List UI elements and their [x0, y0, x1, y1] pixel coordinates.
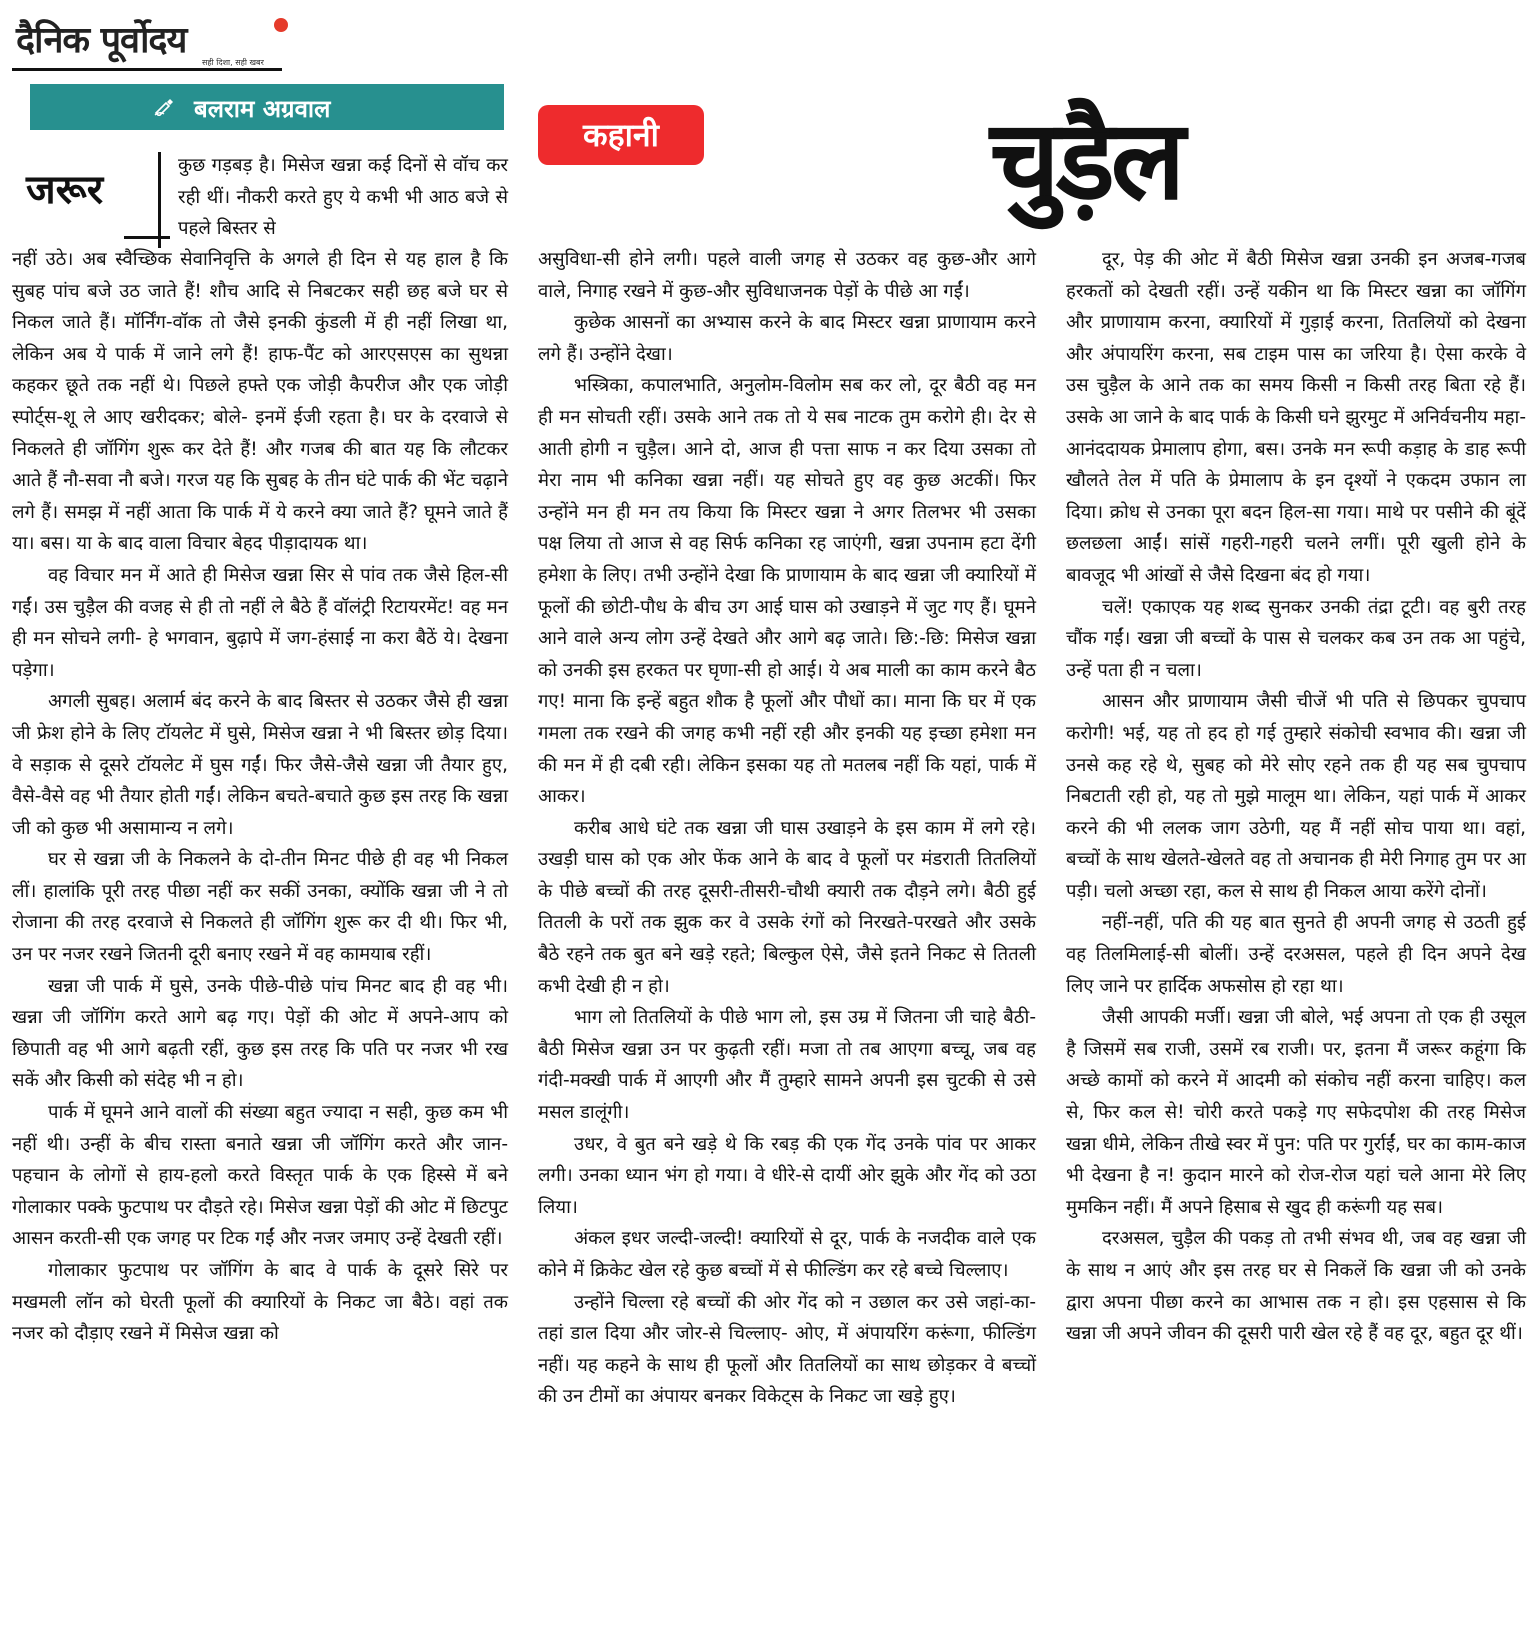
column-2 — [538, 244, 1036, 1413]
paragraph: वह विचार मन में आते ही मिसेज खन्ना सिर से पांव तक जैसे हिल-सी गईं। उस चुड़ैल की वजह से ही तो नहीं ले बैठे हैं वॉलंट्री रिटायरमेंट! वह मन ही मन सोचने लगी- हे भगवान, बुढ़ापे में जग-हंसाई ना करा बैठें ये। देखना पड़ेगा। — [12, 564, 508, 681]
paragraph: दरअसल, चुड़ैल की पकड़ तो तभी संभव थी, जब वह खन्ना जी के साथ न आएं और इस तरह घर से निकलें कि खन्ना जी को उनके द्वारा अपना पीछा करने का आभास तक न हो। इस एहसास से कि खन्ना जी अपने जीवन की दूसरी पारी खेल रहे हैं वह दूर, बहुत दूर थीं। — [1066, 1228, 1526, 1345]
column-3 — [1066, 244, 1526, 1350]
paragraph: नहीं उठे। अब स्वैच्छिक सेवानिवृत्ति के अगले ही दिन से यह हाल है कि सुबह पांच बजे उठ जाते हैं! शौच आदि से निबटकर सही छह बजे घर से निकल जाते हैं। मॉर्निंग-वॉक तो जैसे इनकी कुंडली में ही नहीं लिखा था, लेकिन अब ये पार्क में जाने लगे हैं! हाफ-पैंट को आरएसएस का सुथन्ना कहकर छूते तक नहीं थे। पिछले हफ्ते एक जोड़ी कैपरीज और एक जोड़ी स्पोर्ट्स-शू ले आए खरीदकर; बोले- इनमें ईजी रहता है। घर के दरवाजे से निकलते ही जॉगिंग शुरू कर देते हैं! और गजब की बात यह कि लौटकर आते हैं नौ-सवा नौ बजे। गरज यह कि सुबह के तीन घंटे पार्क की भेंट चढ़ाने लगे हैं। समझ में नहीं आता कि पार्क में ये करने क्या जाते हैं? घूमने जाते हैं या। बस। या के बाद वाला विचार बेहद पीड़ादायक था। — [12, 249, 508, 555]
paragraph: चलें! एकाएक यह शब्द सुनकर उनकी तंद्रा टूटी। वह बुरी तरह चौंक गईं। खन्ना जी बच्चों के पास से चलकर कब उन तक आ पहुंचे, उन्हें पता ही न चला। — [1066, 596, 1526, 681]
paragraph: आसन और प्राणायाम जैसी चीजें भी पति से छिपकर चुपचाप करोगी! भई, यह तो हद हो गई तुम्हारे संकोची स्वभाव की। खन्ना जी उनसे कह रहे थे, सुबह को मेरे सोए रहने तक ही यह सब चुपचाप निबटाती रही हो, यह तो मुझे मालूम था। लेकिन, यहां पार्क में आकर करने की भी ललक जाग उठेगी, यह मैं नहीं सोच पाया था। वहां, बच्चों के साथ खेलते-खेलते वह तो अचानक ही मेरी निगाह तुम पर आ पड़ी। चलो अच्छा रहा, कल से साथ ही निकल आया करेंगे दोनों। — [1066, 691, 1526, 902]
paragraph: करीब आधे घंटे तक खन्ना जी घास उखाड़ने के इस काम में लगे रहे। उखड़ी घास को एक ओर फेंक आने के बाद वे फूलों पर मंडराती तितलियों के पीछे बच्चों की तरह दूसरी-तीसरी-चौथी क्यारी तक दौड़ने लगे। बैठी हुई तितली के परों तक झुक कर वे उसके रंगों को निरखते-परखते और उसके बैठे रहने तक बुत बने खड़े रहते; बिल्कुल ऐसे, जैसे इतने निकट से तितली कभी देखी ही न हो। — [538, 817, 1036, 997]
section-badge-label: कहानी — [583, 116, 659, 154]
paragraph: गोलाकार फुटपाथ पर जॉगिंग के बाद वे पार्क के दूसरे सिरे पर मखमली लॉन को घेरती फूलों की क्यारियों के निकट जा बैठे। वहां तक नजर को दौड़ाए रखने में मिसेज खन्ना को — [12, 1260, 508, 1345]
author-name: बलराम अग्रवाल — [194, 95, 331, 123]
dropcap-horizontal-rule — [124, 236, 170, 239]
paragraph: जैसी आपकी मर्जी। खन्ना जी बोले, भई अपना तो एक ही उसूल है जिसमें सब राजी, उसमें रब राजी। पर, इतना मैं जरूर कहूंगा कि अच्छे कामों को करने में आदमी को संकोच नहीं करना चाहिए। कल से, फिर कल से! चोरी करते पकड़े गए सफेदपोश की तरह मिसेज खन्ना धीमे, लेकिन तीखे स्वर में पुन: पति पर गुर्राईं, घर का काम-काज भी देखना है न! कुदान मारने को रोज-रोज यहां चले आना मेरे लिए मुमकिन नहीं। मैं अपने हिसाब से खुद ही करूंगी यह सब। — [1066, 1007, 1526, 1218]
paragraph: दूर, पेड़ की ओट में बैठी मिसेज खन्ना उनकी इन अजब-गजब हरकतों को देखती रहीं। उन्हें यकीन था कि मिस्टर खन्ना का जॉगिंग और प्राणायाम करना, क्यारियों में गुड़ाई करना, तितलियों को देखना और अंपायरिंग करना, सब टाइम पास का जरिया है। ऐसा करके वे उस चुड़ैल के आने तक का समय किसी न किसी तरह बिता रहे हैं। उसके आ जाने के बाद पार्क के किसी घने झुरमुट में अनिर्वचनीय महा-आनंददायक प्रेमालाप होगा, बस। उनके मन रूपी कड़ाह के डाह रूपी खौलते तेल में पति के प्रेमालाप के इन दृश्यों ने एकदम उफान ला दिया। क्रोध से उनका पूरा बदन हिल-सा गया। माथे पर पसीने की बूंदें छलछला आईं। सांसें गहरी-गहरी चलने लगीं। पूरी खुली होने के बावजूद भी आंखों से जैसे दिखना बंद हो गया। — [1066, 249, 1526, 586]
paragraph: भाग लो तितलियों के पीछे भाग लो, इस उम्र में जितना जी चाहे बैठी-बैठी मिसेज खन्ना उन पर कुढ़ती रहीं। मजा तो तब आएगा बच्चू, जब वह गंदी-मक्खी पार्क में आएगी और मैं तुम्हारे सामने अपनी इस चुटकी से उसे मसल डालूंगी। — [538, 1007, 1036, 1124]
paragraph: पार्क में घूमने आने वालों की संख्या बहुत ज्यादा न सही, कुछ कम भी नहीं थी। उन्हीं के बीच रास्ता बनाते खन्ना जी जॉगिंग करते और जान-पहचान के लोगों से हाय-हलो करते विस्तृत पार्क के एक हिस्से में बने गोलाकार पक्के फुटपाथ पर दौड़ते रहे। मिसेज खन्ना पेड़ों की ओट में छिटपुट आसन करती-सी एक जगह पर टिक गईं और नजर जमाए उन्हें देखती रहीं। — [12, 1102, 508, 1250]
paragraph: भस्त्रिका, कपालभाति, अनुलोम-विलोम सब कर लो, दूर बैठी वह मन ही मन सोचती रहीं। उसके आने तक तो ये सब नाटक तुम करोगे ही। देर से आती होगी न चुड़ैल। आने दो, आज ही पत्ता साफ न कर दिया उसका तो मेरा नाम भी कनिका खन्ना नहीं। यह सोचते हुए वह कुछ अटकीं। फिर उन्होंने मन ही मन तय किया कि मिस्टर खन्ना ने अगर तिलभर भी उसका पक्ष लिया तो आज से वह सिर्फ कनिका रह जाएंगी, खन्ना उपनाम हटा देंगी हमेशा के लिए। तभी उन्होंने देखा कि प्राणायाम के बाद खन्ना जी क्यारियों में फूलों की छोटी-पौध के बीच उग आई घास को उखाड़ने में जुट गए हैं। घूमने आने वाले अन्य लोग उन्हें देखते और आगे बढ़ जाते। छि:-छि: मिसेज खन्ना को उनकी इस हरकत पर घृणा-सी हो आई। ये अब माली का काम करने बैठ गए! माना कि इन्हें बहुत शौक है फूलों और पौधों का। माना कि घर में एक गमला तक रखने की जगह कभी नहीं रही और इनकी यह इच्छा हमेशा मन की मन में ही दबी रही। लेकिन इसका यह तो मतलब नहीं कि यहां, पार्क में आकर। — [538, 375, 1036, 808]
paragraph: अगली सुबह। अलार्म बंद करने के बाद बिस्तर से उठकर जैसे ही खन्ना जी फ्रेश होने के लिए टॉयलेट में घुसे, मिसेज खन्ना ने भी बिस्तर छोड़ दिया। वे सड़ाक से दूसरे टॉयलेट में घुस गईं। फिर जैसे-जैसे खन्ना जी तैयार हुए, वैसे-वैसे वह भी तैयार होती गईं। लेकिन बचते-बचाते कुछ इस तरह कि खन्ना जी को कुछ भी असामान्य न लगे। — [12, 691, 508, 839]
paragraph: अंकल इधर जल्दी-जल्दी! क्यारियों से दूर, पार्क के नजदीक वाले एक कोने में क्रिकेट खेल रहे कुछ बच्चों में से फील्डिंग कर रहे बच्चे चिल्लाए। — [538, 1228, 1036, 1281]
pen-icon — [154, 98, 176, 116]
dropcap-word: जरूर — [26, 167, 104, 213]
masthead-dot-icon — [274, 18, 288, 32]
column-1 — [12, 244, 508, 1350]
masthead-tagline: सही दिशा, सही खबर — [202, 58, 264, 67]
paragraph: घर से खन्ना जी के निकलने के दो-तीन मिनट पीछे ही वह भी निकल लीं। हालांकि पूरी तरह पीछा नहीं कर सकीं उनका, क्योंकि खन्ना जी ने तो रोजाना की तरह दरवाजे से निकलते ही जॉगिंग शुरू कर दी थी। फिर भी, उन पर नजर रखने जितनी दूरी बनाए रखने में वह कामयाब रहीं। — [12, 849, 508, 966]
paragraph: नहीं-नहीं, पति की यह बात सुनते ही अपनी जगह से उठती हुई वह तिलमिलाई-सी बोलीं। उन्हें दरअसल, पहले ही दिन अपने देख लिए जाने पर हार्दिक अफसोस हो रहा था। — [1066, 912, 1526, 997]
author-byline — [30, 84, 504, 130]
dropcap-vertical-rule — [158, 152, 161, 248]
masthead-title: दैनिक पूर्वोदय — [16, 19, 187, 61]
section-badge — [538, 105, 704, 165]
paragraph: असुविधा-सी होने लगी। पहले वाली जगह से उठकर वह कुछ-और आगे वाले, निगाह रखने में कुछ-और सुविधाजनक पेड़ों के पीछे आ गईं। — [538, 249, 1036, 302]
paragraph: कुछेक आसनों का अभ्यास करने के बाद मिस्टर खन्ना प्राणायाम करने लगे हैं। उन्होंने देखा। — [538, 312, 1036, 365]
paragraph: उन्होंने चिल्ला रहे बच्चों की ओर गेंद को न उछाल कर उसे जहां-का-तहां डाल दिया और जोर-से चिल्लाए- ओए, में अंपायरिंग करूंगा, फील्डिंग नहीं। यह कहने के साथ ही फूलों और तितलियों का साथ छोड़कर वे बच्चों की उन टीमों का अंपायर बनकर विकेट्स के निकट जा खड़े हुए। — [538, 1291, 1036, 1408]
masthead-rule — [12, 68, 282, 71]
paragraph: कुछ गड़बड़ है। मिसेज खन्ना कई दिनों से वॉच कर रही थीं। नौकरी करते हुए ये कभी भी आठ बजे से पहले बिस्तर से — [178, 155, 508, 240]
column-1-intro — [178, 150, 508, 245]
paragraph: खन्ना जी पार्क में घुसे, उनके पीछे-पीछे पांच मिनट बाद ही वह भी। खन्ना जी जॉगिंग करते आगे बढ़ गए। पेड़ों की ओट में अपने-आप को छिपाती वह भी आगे बढ़ती रहीं, कुछ इस तरह कि पति पर नजर भी रख सकें और किसी को संदेह भी न हो। — [12, 975, 508, 1092]
masthead — [12, 8, 282, 70]
paragraph: उधर, वे बुत बने खड़े थे कि रबड़ की एक गेंद उनके पांव पर आकर लगी। उनका ध्यान भंग हो गया। वे धीरे-से दायीं ओर झुके और गेंद को उठा लिया। — [538, 1133, 1036, 1218]
story-headline: चुड़ैल — [990, 96, 1182, 224]
